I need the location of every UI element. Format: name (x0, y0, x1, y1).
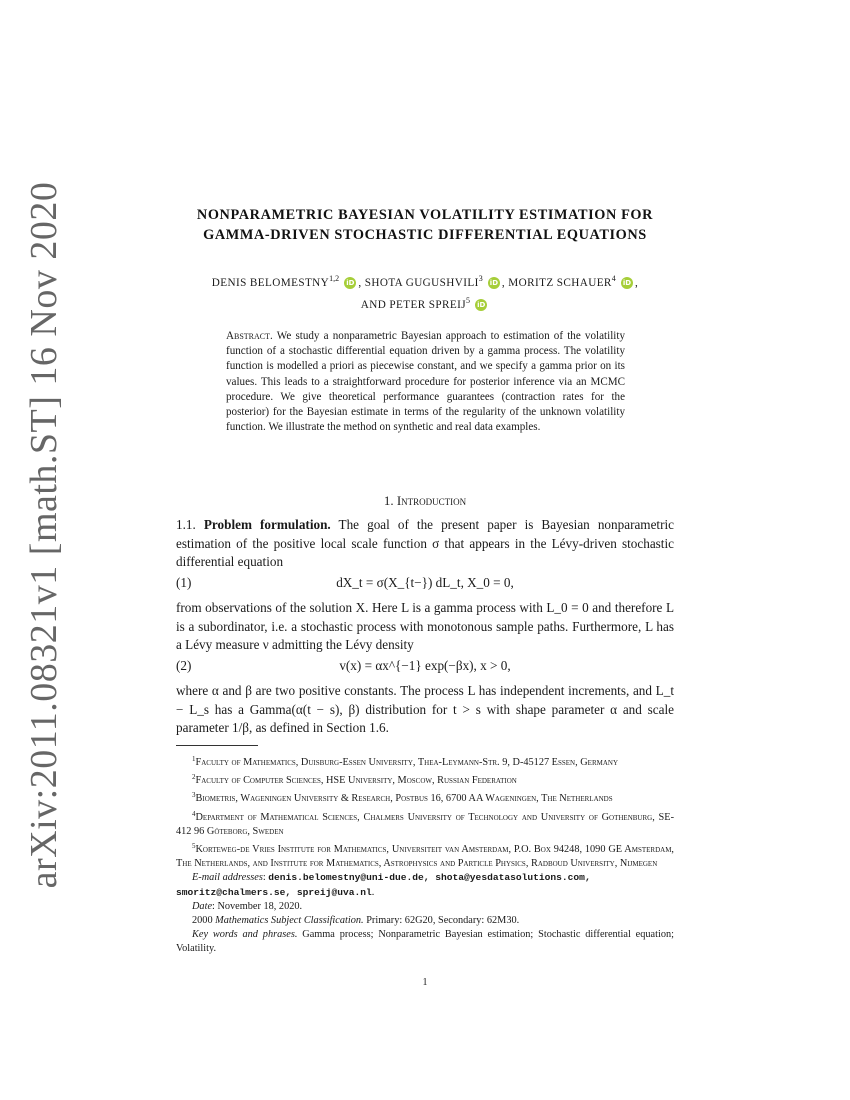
keywords-label: Key words and phrases. (192, 929, 298, 941)
email-label: E-mail addresses (192, 872, 263, 884)
footnote-emails (176, 871, 674, 899)
author-line-2 (100, 292, 750, 314)
equation-text: v(x) = αx^{−1} exp(−βx), x > 0, (339, 658, 511, 673)
section-title: Introduction (396, 493, 467, 508)
footnote-date (176, 900, 674, 914)
footnote-affiliation (176, 770, 674, 788)
author-separator: , (635, 277, 639, 289)
footnote-keywords (176, 928, 674, 956)
footnote-affiliation (176, 752, 674, 770)
subsection-title: Problem formulation. (203, 517, 331, 532)
footnote-text: Biometris, Wageningen University & Research, Postbus 16, 6700 AA Wageningen, The Netherlands (195, 793, 613, 805)
title-line-2: GAMMA-DRIVEN STOCHASTIC DIFFERENTIAL EQUATIONS (203, 227, 647, 243)
abstract-label: Abstract. (226, 330, 273, 342)
equation-2 (176, 656, 674, 676)
footnotes (176, 752, 674, 957)
paragraph-constants (176, 682, 674, 738)
arxiv-identifier: arXiv:2011.08321v1 [math.ST] 16 Nov 2020 (23, 181, 65, 889)
author-affiliation-mark: 4 (611, 274, 616, 283)
footnote-affiliation (176, 839, 674, 871)
footnote-rule (176, 745, 258, 746)
msc-label: Mathematics Subject Classification. (215, 915, 364, 927)
equation-1 (176, 573, 674, 593)
footnote-text: Faculty of Mathematics, Duisburg-Essen University, Thea-Leymann-Str. 9, D-45127 Essen, Germany (195, 757, 619, 768)
footnote-affiliation (176, 807, 674, 839)
paper-title (100, 205, 750, 245)
equation-body (176, 656, 674, 676)
section-number: 1. (383, 493, 394, 508)
subsection-number: 1.1. (176, 517, 196, 532)
arxiv-sidebar (23, 181, 65, 889)
footnote-text: Korteweg-de Vries Institute for Mathematics, Universiteit van Amsterdam, P.O. Box 94248, 1090 GE Amsterdam, The Netherlands, and Institute for Mathematics, Astrophysics and Particle Physics, Radboud University, Nijmegen (176, 844, 674, 870)
author-affiliation-mark: 3 (478, 274, 483, 283)
footnote-msc (176, 914, 674, 928)
footnote-mark: 4 (192, 809, 196, 818)
page-number: 1 (422, 977, 428, 988)
email-list-1[interactable]: denis.belomestny@uni-due.de, shota@yesdatasolutions.com, (268, 872, 591, 884)
orcid-icon[interactable]: iD (477, 301, 486, 309)
abstract (226, 329, 625, 435)
msc-year: 2000 (192, 915, 213, 927)
abstract-text: We study a nonparametric Bayesian approach to estimation of the volatility function of a stochastic differential equation driven by a gamma process. The volatility function is modelled a priori as piecewise constant, and we specify a gamma prior on its values. This leads to a straightforward procedure for posterior inference via an MCMC procedure. We give theoretical performance guarantees (contraction rates for the posterior) for the Bayesian estimate in terms of the regularity of the unknown volatility function. We illustrate the method on synthetic and real data examples. (226, 330, 625, 434)
email-list-2[interactable]: smoritz@chalmers.se, spreij@uva.nl (176, 886, 372, 898)
paragraph-text: from observations of the solution X. Here L is a gamma process with L_0 = 0 and therefore L is a subordinator, i.e. a stochastic process with monotonous sample paths. Furthermore, L has a Lévy measure ν admitting the Lévy density (176, 600, 674, 652)
footnote-mark: 2 (192, 773, 196, 782)
equation-number: (2) (176, 658, 192, 673)
equation-text: dX_t = σ(X_{t−}) dL_t, X_0 = 0, (336, 575, 514, 590)
orcid-icon[interactable]: iD (346, 279, 355, 287)
email-period: . (371, 886, 375, 898)
author-name: DENIS BELOMESTNY (211, 277, 330, 289)
footnote-mark: 3 (192, 791, 196, 800)
paragraph-text: where α and β are two positive constants. The process L has independent increments, and L_t − L_s has a Gamma(α(t − s), β) distribution for t > s with shape parameter α and scale parameter 1/β, as defined in Section 1.6. (176, 683, 674, 735)
paragraph-text: The goal of the present paper is Bayesian nonparametric estimation of the positive local scale function σ that appears in the Lévy-driven stochastic differential equation (176, 517, 674, 569)
footnote-text: Department of Mathematical Sciences, Chalmers University of Technology and University of Gothenburg, SE-412 96 Göteborg, Sweden (176, 811, 674, 837)
footnote-affiliation (176, 788, 674, 806)
paragraph-observations (176, 599, 674, 655)
section-heading (100, 493, 750, 509)
author-name: AND PETER SPREIJ (360, 299, 467, 311)
footnote-mark: 5 (192, 842, 196, 851)
orcid-icon[interactable]: iD (489, 279, 499, 287)
footnote-text: Faculty of Computer Sciences, HSE University, Moscow, Russian Federation (195, 775, 517, 787)
author-list (100, 270, 750, 314)
date-value: : November 18, 2020. (212, 900, 303, 912)
author-line-1 (100, 270, 750, 292)
author-name: , SHOTA GUGUSHVILI (358, 277, 479, 289)
keywords-value: Gamma process; Nonparametric Bayesian estimation; Stochastic differential equation; Volatility. (176, 929, 675, 955)
equation-number: (1) (176, 575, 192, 590)
equation-body (176, 573, 674, 593)
author-name: , MORITZ SCHAUER (501, 277, 612, 289)
paragraph-problem-formulation (176, 516, 674, 572)
msc-value: Primary: 62G20, Secondary: 62M30. (366, 915, 520, 927)
footnote-mark: 1 (192, 755, 196, 763)
author-affiliation-mark: 5 (466, 296, 471, 305)
title-line-1: NONPARAMETRIC BAYESIAN VOLATILITY ESTIMATION FOR (196, 207, 654, 223)
orcid-icon[interactable]: iD (622, 279, 632, 287)
author-affiliation-mark: 1,2 (329, 274, 340, 283)
date-label: Date (192, 900, 213, 912)
email-colon: : (262, 872, 266, 884)
